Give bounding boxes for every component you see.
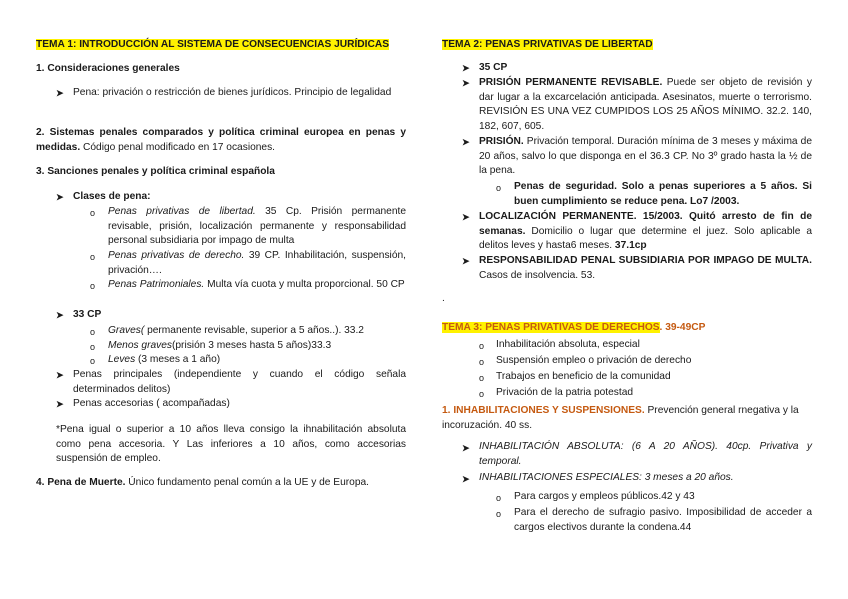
gravedad-graves	[108, 324, 364, 339]
arrow-bullet-icon: ➤	[462, 137, 470, 147]
inhabilitaciones-especiales: INHABILITACIONES ESPECIALES: 3 meses a 20 años.	[479, 472, 734, 483]
circle-bullet-icon: o	[90, 327, 96, 337]
t3-item-4: Privación de la patria potestad	[496, 387, 634, 398]
menos-graves-text: (prisión 3 meses hasta 5 años)33.3	[172, 340, 332, 351]
clase-patrimoniales-label: Penas Patrimoniales.	[108, 279, 205, 290]
clase-patrimoniales-text: Multa vía cuota y multa proporcional. 50 CP	[204, 279, 405, 290]
t2-responsabilidad	[479, 254, 812, 283]
tema3-title	[442, 321, 705, 336]
clase-patrimoniales	[108, 278, 406, 293]
clase-privativas-libertad	[108, 205, 406, 249]
t2-prision-permanente	[479, 76, 812, 134]
gravedad-leves	[108, 353, 220, 368]
inhabilitaciones-paragraph	[442, 404, 812, 433]
circle-bullet-icon: o	[90, 252, 96, 262]
arrow-bullet-icon: ➤	[462, 212, 470, 222]
t2-penas-seguridad: Penas de seguridad. Solo a penas superiores a 5 años. Si buen cumplimiento se reduce pena. Lo7 /2003.	[514, 181, 812, 207]
especial-item-1: Para cargos y empleos públicos.42 y 43	[514, 491, 695, 502]
tema3-title-text: TEMA 3: PENAS PRIVATIVAS DE DERECHOS	[442, 322, 660, 333]
section4-rest: Único fundamento penal común a la UE y de Europa.	[125, 477, 369, 488]
circle-bullet-icon: o	[496, 493, 502, 503]
leves-label: Leves	[108, 354, 136, 365]
t2-prision-permanente-text: Puede ser objeto de revisión y dar lugar a la excarcelación anticipada. Asesinatos, muerte o terrorismo. REVISIÓN ES UNA VEZ CUMPIDOS LOS 25 AÑOS MÍNIMO. 32.2. 140, 182, 607, 605.	[479, 77, 812, 132]
arrow-bullet-icon: ➤	[462, 474, 470, 484]
clase-privativas-libertad-text: 35 Cp. Prisión permanente revisable, prisión, localización permanente y responsabilidad personal subsidiaria por impago de multa	[108, 206, 406, 247]
arrow-bullet-icon: ➤	[56, 192, 64, 202]
t2-localizacion	[479, 210, 812, 254]
arrow-bullet-icon: ➤	[462, 443, 470, 453]
section1-bullet1: Pena: privación o restricción de bienes jurídicos. Principio de legalidad	[73, 87, 392, 98]
circle-bullet-icon: o	[479, 373, 485, 383]
section4-bold: 4. Pena de Muerte.	[36, 477, 126, 488]
arrow-bullet-icon: ➤	[56, 88, 64, 98]
t2-responsabilidad-text: Casos de insolvencia. 53.	[479, 269, 596, 281]
inhabilitaciones-heading: 1. INHABILITACIONES Y SUSPENSIONES.	[442, 405, 645, 416]
inhabilitaciones-text: Prevención general rnegativa y la incoruzación. 40 ss.	[442, 405, 799, 431]
circle-bullet-icon: o	[479, 389, 485, 399]
clase-privativas-derecho	[108, 249, 406, 278]
circle-bullet-icon: o	[90, 356, 96, 366]
arrow-bullet-icon: ➤	[462, 256, 470, 266]
t3-item-3: Trabajos en beneficio de la comunidad	[496, 371, 671, 382]
circle-bullet-icon: o	[496, 183, 502, 193]
clase-privativas-libertad-label: Penas privativas de libertad.	[108, 206, 256, 217]
arrow-bullet-icon: ➤	[56, 399, 64, 409]
t2-prision	[479, 135, 812, 179]
note-paragraph: *Pena igual o superior a 10 años lleva consigo la ihnabilitación absoluta como pena accesoria. Y Las inferiores a 10 años, como accesorias suspensión de empleo.	[56, 424, 406, 465]
tema2-title-text: TEMA 2: PENAS PRIVATIVAS DE LIBERTAD	[442, 39, 653, 50]
section2-paragraph	[36, 126, 406, 155]
stray-dot: .	[442, 293, 445, 304]
clases-heading: Clases de pena:	[73, 191, 151, 202]
t2-localizacion-label: LOCALIZACIÓN PERMANENTE. 15/2003. Quitó arresto de fin de semanas.	[479, 211, 812, 237]
tema3-title-suffix: . 39-49CP	[659, 322, 706, 333]
t2-responsabilidad-label: RESPONSABILIDAD PENAL SUBSIDIARIA POR IMPAGO DE MULTA.	[479, 255, 812, 266]
arrow-bullet-icon: ➤	[56, 370, 64, 380]
t2-localizacion-article: 37.1cp	[614, 240, 647, 252]
t2-localizacion-text: Domicilio o lugar que determine el juez. Solo aplicable a delitos leves y hasta6 meses.	[479, 225, 812, 252]
penas-accesorias: Penas accesorias ( acompañadas)	[73, 398, 230, 409]
inhabilitacion-absoluta: INHABILITACIÓN ABSOLUTA: (6 A 20 AÑOS). 40cp. Privativa y temporal.	[479, 441, 812, 467]
circle-bullet-icon: o	[479, 341, 485, 351]
gravedad-menos-graves	[108, 339, 331, 354]
circle-bullet-icon: o	[90, 342, 96, 352]
clase-privativas-derecho-text: 39 CP. Inhabilitación, suspensión, privación….	[108, 250, 406, 276]
section1-heading: 1. Consideraciones generales	[36, 63, 180, 74]
penas-principales: Penas principales (independiente y cuando el código señala determinados delitos)	[73, 369, 406, 395]
especial-item-2: Para el derecho de sufragio pasivo. Imposibilidad de acceder a cargos electivos durante la condena.44	[514, 507, 812, 533]
arrow-bullet-icon: ➤	[462, 78, 470, 88]
circle-bullet-icon: o	[496, 509, 502, 519]
section3-heading: 3. Sanciones penales y política criminal española	[36, 166, 275, 177]
section2-bold: 2. Sistemas penales comparados y política criminal europea en penas y medidas.	[36, 127, 406, 153]
t3-item-2: Suspensión empleo o privación de derecho	[496, 355, 692, 366]
section2-rest: Código penal modificado en 17 ocasiones.	[80, 141, 275, 153]
t3-item-1: Inhabilitación absoluta, especial	[496, 339, 640, 350]
circle-bullet-icon: o	[90, 208, 96, 218]
graves-label: Graves(	[108, 325, 145, 336]
arrow-bullet-icon: ➤	[462, 63, 470, 73]
menos-graves-label: Menos graves	[108, 340, 172, 351]
graves-text: permanente revisable, superior a 5 años..). 33.2	[144, 325, 364, 336]
arrow-bullet-icon: ➤	[56, 310, 64, 320]
tema1-title	[36, 38, 389, 53]
cp33-heading: 33 CP	[73, 309, 102, 320]
t2-35cp: 35 CP	[479, 62, 508, 73]
tema2-title	[442, 38, 653, 53]
section4-paragraph	[36, 476, 406, 491]
t2-prision-text: Privación temporal. Duración mínima de 3 meses y máxima de 20 años, salvo lo que disponga en el 36.3 CP. No 3º grado hasta la ½ de la pena.	[479, 136, 812, 177]
leves-text: (3 meses a 1 año)	[135, 354, 221, 365]
t2-prision-permanente-label: PRISIÓN PERMANENTE REVISABLE.	[479, 77, 663, 88]
clase-privativas-derecho-label: Penas privativas de derecho.	[108, 250, 245, 261]
circle-bullet-icon: o	[479, 357, 485, 367]
circle-bullet-icon: o	[90, 281, 96, 291]
tema1-title-text: TEMA 1: INTRODUCCIÓN AL SISTEMA DE CONSECUENCIAS JURÍDICAS	[36, 39, 389, 50]
t2-prision-label: PRISIÓN.	[479, 136, 524, 147]
